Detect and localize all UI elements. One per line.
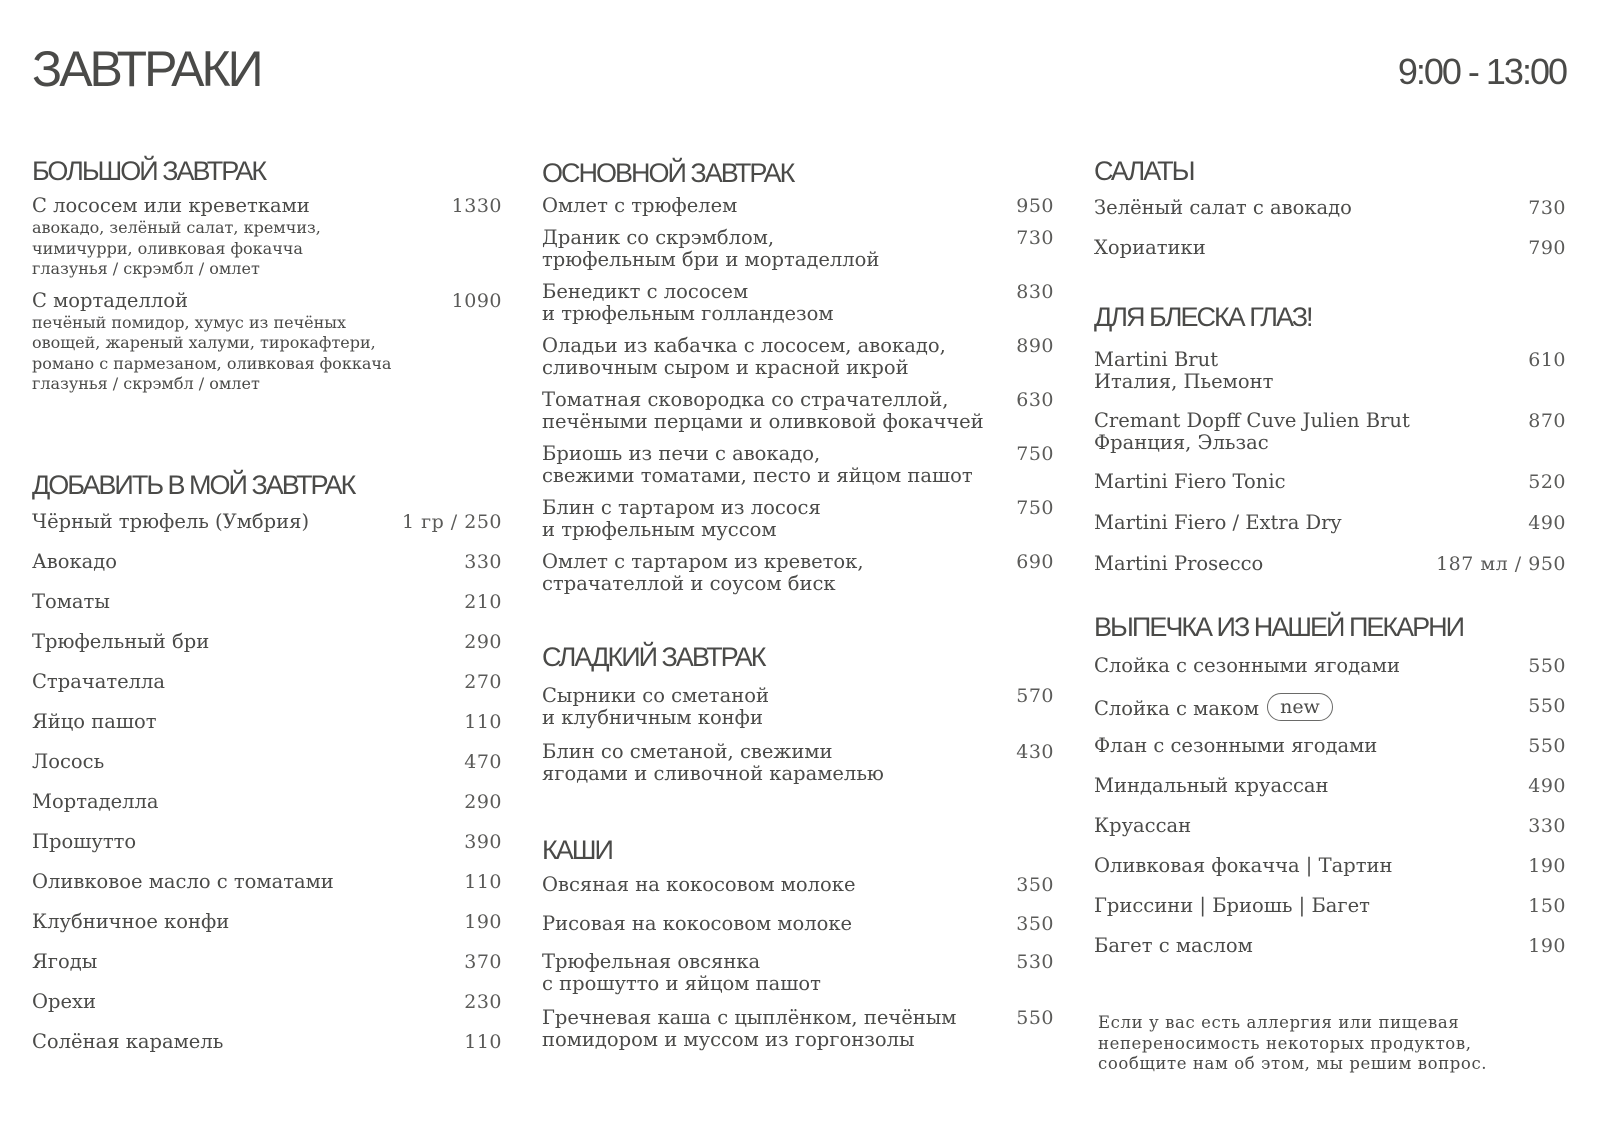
item-price: 330: [1528, 815, 1566, 837]
item-name: Рисовая на кокосовом молоке: [542, 912, 853, 935]
menu-item: [1094, 815, 1566, 855]
section-salads: [1094, 158, 1566, 277]
section-porridge: [542, 837, 1054, 1061]
item-price: 550: [1528, 695, 1566, 717]
item-price: 110: [464, 871, 502, 893]
item-name: Оливковое масло с томатами: [32, 870, 334, 893]
item-name: Омлет с трюфелем: [542, 194, 738, 217]
item-name: Слойка с маком: [1094, 697, 1260, 720]
menu-item: [1094, 655, 1566, 695]
menu-item: [32, 290, 502, 395]
menu-item: [1094, 775, 1566, 815]
section-add-to-breakfast: [32, 472, 502, 1071]
section-title: ОСНОВНОЙ ЗАВТРАК: [542, 158, 794, 188]
menu-item: [1094, 855, 1566, 895]
item-price: 870: [1528, 410, 1566, 432]
item-price: 550: [1528, 735, 1566, 757]
menu-item: [542, 389, 1054, 443]
item-price: 690: [1016, 551, 1054, 573]
menu-item: [32, 831, 502, 871]
item-name: Круассан: [1094, 814, 1192, 837]
item-name: Бенедикт с лососем и трюфельным голландезом: [542, 280, 834, 325]
page-title: ЗАВТРАКИ: [32, 41, 261, 97]
menu-item: [542, 741, 1054, 795]
item-price: 187 мл / 950: [1436, 553, 1566, 575]
section-big-breakfast: [32, 158, 502, 395]
item-price: 230: [464, 991, 502, 1013]
menu-item: [1094, 553, 1566, 594]
item-price: 630: [1016, 389, 1054, 411]
section-title: ВЫПЕЧКА ИЗ НАШЕЙ ПЕКАРНИ: [1094, 612, 1464, 642]
item-price: 150: [1528, 895, 1566, 917]
menu-item: [542, 551, 1054, 605]
menu-item: [32, 1031, 502, 1071]
section-title: ДОБАВИТЬ В МОЙ ЗАВТРАК: [32, 470, 355, 500]
section-title: САЛАТЫ: [1094, 156, 1194, 186]
menu-item: [1094, 935, 1566, 975]
item-name: Гречневая каша с цыплёнком, печёным помидором и муссом из горгонзолы: [542, 1006, 957, 1051]
item-name: Martini Fiero Tonic: [1094, 470, 1286, 493]
section-title: СЛАДКИЙ ЗАВТРАК: [542, 642, 765, 672]
item-price: 550: [1528, 655, 1566, 677]
item-name: Томаты: [32, 590, 110, 613]
menu-item: [1094, 349, 1566, 410]
menu-item: [32, 511, 502, 551]
item-price: 550: [1016, 1007, 1054, 1029]
item-name: Блин со сметаной, свежими ягодами и сливочной карамелью: [542, 740, 884, 785]
new-badge: new: [1267, 693, 1333, 721]
item-name: С мортаделлой: [32, 288, 188, 312]
item-name: Martini Fiero / Extra Dry: [1094, 511, 1342, 534]
item-name: Зелёный салат с авокадо: [1094, 196, 1352, 219]
menu-item: [542, 195, 1054, 227]
item-price: 190: [1528, 855, 1566, 877]
item-price: 370: [464, 951, 502, 973]
section-bakery: [1094, 614, 1566, 975]
menu-item: [32, 751, 502, 791]
item-price: 570: [1016, 685, 1054, 707]
item-price: 110: [464, 711, 502, 733]
item-price: 110: [464, 1031, 502, 1053]
item-name: Авокадо: [32, 550, 118, 573]
item-name: Сырники со сметаной и клубничным конфи: [542, 684, 769, 729]
item-price: 520: [1528, 471, 1566, 493]
menu-item: [32, 911, 502, 951]
section-title: БОЛЬШОЙ ЗАВТРАК: [32, 156, 266, 186]
item-price: 750: [1016, 497, 1054, 519]
item-price: 1330: [451, 195, 502, 217]
item-price: 470: [464, 751, 502, 773]
item-price: 490: [1528, 512, 1566, 534]
item-price: 330: [464, 551, 502, 573]
section-title: ДЛЯ БЛЕСКА ГЛАЗ!: [1094, 302, 1312, 332]
item-name: Martini Brut Италия, Пьемонт: [1094, 348, 1274, 393]
item-price: 610: [1528, 349, 1566, 371]
menu-item: [32, 991, 502, 1031]
menu-item: [32, 591, 502, 631]
item-price: 350: [1016, 913, 1054, 935]
item-name: Martini Prosecco: [1094, 552, 1264, 575]
section-main-breakfast: [542, 160, 1054, 605]
menu-item: [542, 443, 1054, 497]
item-price: 950: [1016, 195, 1054, 217]
item-name: Оладьи из кабачка с лососем, авокадо, сливочным сыром и красной икрой: [542, 334, 946, 379]
item-price: 390: [464, 831, 502, 853]
item-price: 210: [464, 591, 502, 613]
menu-item: [1094, 735, 1566, 775]
menu-item: [1094, 471, 1566, 512]
item-name: Мортаделла: [32, 790, 159, 813]
menu-item: [1094, 237, 1566, 277]
item-name: Флан с сезонными ягодами: [1094, 734, 1378, 757]
menu-item: [32, 711, 502, 751]
item-price: 1 гр / 250: [402, 511, 502, 533]
item-name: Солёная карамель: [32, 1030, 224, 1053]
item-name: Лосось: [32, 750, 105, 773]
item-price: 1090: [451, 289, 502, 312]
item-name: Страчателла: [32, 670, 166, 693]
item-price: 830: [1016, 281, 1054, 303]
item-price: 790: [1528, 237, 1566, 259]
item-name: Чёрный трюфель (Умбрия): [32, 510, 310, 533]
item-name: Яйцо пашот: [32, 710, 157, 733]
menu-item: [542, 1007, 1054, 1061]
item-price: 730: [1528, 197, 1566, 219]
item-name: Миндальный круассан: [1094, 774, 1329, 797]
item-price: 890: [1016, 335, 1054, 357]
item-name-group: [1094, 695, 1333, 723]
item-name: Ягоды: [32, 950, 98, 973]
menu-item: [32, 671, 502, 711]
item-description: авокадо, зелёный салат, кремчиз, чимичурри, оливковая фокачча глазунья / скрэмбл / омлет: [32, 218, 321, 278]
menu-item: [32, 871, 502, 911]
opening-hours: 9:00 - 13:00: [1397, 51, 1566, 92]
item-price: 730: [1016, 227, 1054, 249]
item-name: Прошутто: [32, 830, 137, 853]
item-name: С лососем или креветками: [32, 194, 310, 217]
item-price: 490: [1528, 775, 1566, 797]
allergy-note: Если у вас есть аллергия или пищевая непереносимость некоторых продуктов, сообщите нам об этом, мы решим вопрос.: [1098, 1013, 1488, 1073]
menu-item: [542, 497, 1054, 551]
item-price: 290: [464, 631, 502, 653]
item-name: Оливковая фокачча | Тартин: [1094, 854, 1393, 877]
item-price: 190: [1528, 935, 1566, 957]
item-price: 530: [1016, 951, 1054, 973]
item-name: Блин с тартаром из лосося и трюфельным муссом: [542, 496, 821, 541]
menu-item: [542, 281, 1054, 335]
menu-item: [1094, 512, 1566, 553]
menu-item: [542, 227, 1054, 281]
item-price: 750: [1016, 443, 1054, 465]
item-description: печёный помидор, хумус из печёных овощей, жареный халуми, тирокафтери, романо с пармезаном, оливковая фоккача глазунья / скрэмбл / омлет: [32, 312, 392, 393]
section-sparkle-drinks: [1094, 304, 1566, 594]
menu-item: [32, 631, 502, 671]
menu-item: [1094, 695, 1566, 735]
menu-item: [542, 913, 1054, 951]
item-name: Бриошь из печи с авокадо, свежими томатами, песто и яйцом пашот: [542, 442, 973, 487]
menu-item: [1094, 895, 1566, 935]
item-price: 270: [464, 671, 502, 693]
menu-item: [542, 951, 1054, 1007]
item-price: 430: [1016, 741, 1054, 763]
item-price: 290: [464, 791, 502, 813]
menu-item: [1094, 410, 1566, 471]
item-name: Орехи: [32, 990, 97, 1013]
item-name: Драник со скрэмблом, трюфельным бри и мортаделлой: [542, 226, 880, 271]
item-name: Клубничное конфи: [32, 910, 230, 933]
item-name: Хориатики: [1094, 236, 1206, 259]
menu-item: [32, 551, 502, 591]
section-title: КАШИ: [542, 835, 612, 865]
item-name: Трюфельный бри: [32, 630, 210, 653]
menu-item: [32, 195, 502, 280]
item-price: 190: [464, 911, 502, 933]
menu-item: [542, 685, 1054, 741]
item-name: Трюфельная овсянка с прошутто и яйцом пашот: [542, 950, 821, 995]
item-name: Багет с маслом: [1094, 934, 1253, 957]
item-name: Томатная сковородка со страчателлой, печёными перцами и оливковой фокаччей: [542, 388, 984, 433]
menu-item: [1094, 197, 1566, 237]
item-name: Омлет с тартаром из креветок, страчателлой и соусом биск: [542, 550, 864, 595]
menu-item: [32, 791, 502, 831]
item-price: 350: [1016, 874, 1054, 896]
section-sweet-breakfast: [542, 644, 1054, 795]
menu-item: [542, 874, 1054, 913]
item-name: Cremant Dopff Cuve Julien Brut Франция, Эльзас: [1094, 409, 1410, 454]
menu-item: [32, 951, 502, 991]
item-name: Слойка с сезонными ягодами: [1094, 654, 1400, 677]
item-name: Овсяная на кокосовом молоке: [542, 873, 856, 896]
menu-item: [542, 335, 1054, 389]
item-name: Гриссини | Бриошь | Багет: [1094, 894, 1370, 917]
